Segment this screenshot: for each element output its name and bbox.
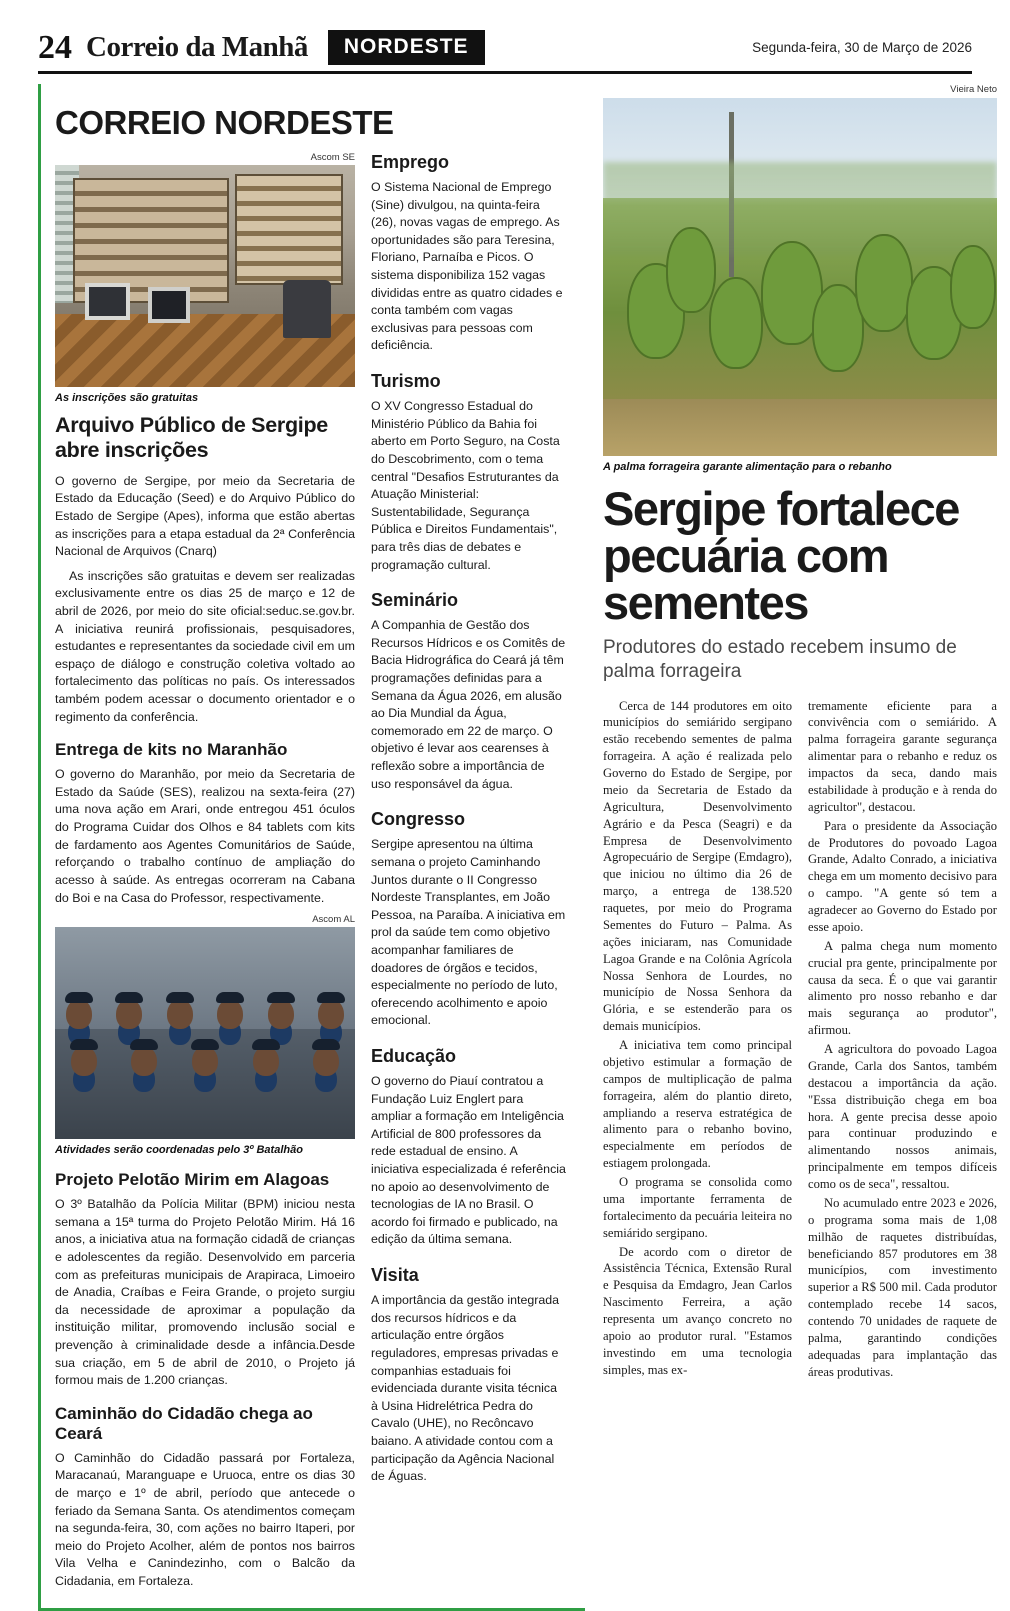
article1-paragraph-1: O governo de Sergipe, por meio da Secretaria de Estado da Educação (Seed) e do Arquivo Público do Estado de Sergipe (Apes), informa que estão abertas as inscrições para a etapa estadual da 2ª Conferência Nacional de Arquivos (Cnarq) <box>55 473 355 559</box>
brief-text: Sergipe apresentou na última semana o projeto Caminhando Juntos durante o II Congresso Nordeste Transplantes, em João Pessoa, na Paraíba. A iniciativa em prol da saúde tem como objetivo acompanhar familiares de doadores de órgãos e tecidos, especialmente no período de luto, oferecendo acolhimento e apoio emocional. <box>371 837 566 1028</box>
page-number: 24 <box>38 28 72 66</box>
article2-paragraph-1: O governo do Maranhão, por meio da Secretaria de Estado da Saúde (SES), realizou na sexta-feira (27) uma nova ação em Arari, onde entregou 451 óculos do Programa Cuidar dos Olhos e 84 tablets com kits de fardamento aos Agentes Comunitários de Saúde, reforçando o trabalho contínuo de ampliação do acesso à saúde. As entregas ocorreram na Cabana do Boi e na Casa do Professor, respectivamente. <box>55 767 355 905</box>
paragraph: A agricultora do povoado Lagoa Grande, Carla dos Santos, também destacou a importância da ação. "Essa distribuição chega em boa hora. A gente precisa desse apoio para continuar produzindo e alimentando nossos animais, principalmente em tempos difíceis como os de seca", ressaltou. <box>808 1042 997 1191</box>
brief-seminario <box>371 590 567 793</box>
paragraph: O programa se consolida como uma importante ferramenta de fortalecimento da pecuária leiteira no semiárido sergipano. <box>603 1175 792 1240</box>
brief-turismo <box>371 371 567 574</box>
article3-paragraph-1: O 3º Batalhão da Polícia Militar (BPM) iniciou nesta semana a 15ª turma do Projeto Pelotão Mirim. Há 16 anos, a iniciativa atua na formação cidadã de crianças e adolescentes da região. Desenvolvido em parceria com as prefeituras municipais de Arapiraca, Limoeiro de Anadia, Craíbas e Feira Grande, o projeto surgiu da necessidade de aproximar a população da instituição militar, promovendo inclusão social e prevenção à criminalidade desde a infância.Desde sua criação, em 5 de abril de 2010, o Projeto já formou mais de 1.200 crianças. <box>55 1197 355 1388</box>
paragraph: Para o presidente da Associação de Produtores do povoado Lagoa Grande, Adalto Conrado, a iniciativa chega em um momento decisivo para o campo. "A gente só tem a agradecer ao Governo do Estado por esse apoio. <box>808 818 997 934</box>
left-column-a <box>55 152 355 1598</box>
photo-caption-2: Atividades serão coordenadas pelo 3º Batalhão <box>55 1144 303 1157</box>
paragraph: Cerca de 144 produtores em oito municípios do semiárido sergipano estão recebendo sementes de palma forrageira. A ação é realizada pelo Governo do Estado de Sergipe, por meio da Secretaria de Estado da Agricultura, Desenvolvimento Agrário e da Pesca (Seagri) e da Empresa de Desenvolvimento Agropecuário de Sergipe (Emdagro), que iniciou no último dia 26 de março, a entrega de 138.520 raquetes, por meio do Programa Sementes do Futuro – Palma. As ações iniciaram, nas Comunidade Lagoa Grande e na Colônia Agrícola Nossa Senhora de Lourdes, no município de Nossa Senhora da Glória, e se estenderão para os demais municípios. <box>603 698 792 1034</box>
photo-palma-forrageira <box>603 98 997 456</box>
paragraph: A iniciativa tem como principal objetivo estimular a formação de campos de multiplicação de palma forrageira, além do plantio direto, ampliando a reserva estratégica de alimento para o rebanho bovino, especialmente em períodos de estiagem prolongada. <box>603 1038 792 1171</box>
photo-credit-main: Vieira Neto <box>950 84 997 95</box>
brief-congresso <box>371 809 567 1030</box>
brief-text: O XV Congresso Estadual do Ministério Público da Bahia foi aberto em Porto Seguro, na Costa do Descobrimento, com o tema central "Desafios Estruturantes da Atuação Ministerial: Sustentabilidade, Segurança Pública e Direitos Fundamentais", para três dias de debates e programação cultural. <box>371 399 560 572</box>
photo-pelotao-mirim <box>55 927 355 1139</box>
right-section <box>585 84 997 1611</box>
paper-name: Correio da Manhã <box>86 31 308 63</box>
brief-visita <box>371 1265 567 1486</box>
brief-title: Turismo <box>371 371 441 392</box>
masthead <box>38 0 972 74</box>
article1-paragraph-2: As inscrições são gratuitas e devem ser realizadas exclusivamente entre os dias 25 de março e 12 de abril de 2026, por meio do site oficial:seduc.se.gov.br. A iniciativa reunirá profissionais, pesquisadores, estudantes e representantes da sociedade civil em um espaço de diálogo e construção coletiva voltado ao fortalecimento das políticas no país. Os interessados também podem acessar o documento orientador e o regimento da conferência. <box>55 568 355 724</box>
photo-credit-2: Ascom AL <box>312 914 355 926</box>
brief-title: Congresso <box>371 809 466 830</box>
paragraph: De acordo com o diretor de Assistência Técnica, Extensão Rural e Pesquisa da Emdagro, Jean Carlos Nascimento Ferreira, a ação representa um avanço concreto no apoio ao produtor rural. "Estamos investindo em uma tecnologia simples, mas ex- <box>603 1244 792 1377</box>
main-article-body <box>603 698 997 1383</box>
brief-title: Visita <box>371 1265 419 1286</box>
main-article-column-2 <box>808 698 997 1383</box>
left-section-title: CORREIO NORDESTE <box>55 104 394 141</box>
headline-caminhao-cidadao: Caminhão do Cidadão chega ao Ceará <box>55 1403 313 1443</box>
brief-text: A importância da gestão integrada dos recursos hídricos e da articulação entre órgãos reguladores, empresas privadas e companhias estaduais foi evidenciada durante visita técnica à Usina Hidrelétrica Pedra do Cavalo (UHE), no Recôncavo baiano. A atividade contou com a participação da Agência Nacional de Águas. <box>371 1293 560 1484</box>
left-column-b-briefs <box>371 152 567 1598</box>
brief-title: Seminário <box>371 590 459 611</box>
main-deck: Produtores do estado recebem insumo de palma forrageira <box>603 637 957 682</box>
headline-entrega-kits: Entrega de kits no Maranhão <box>55 740 288 760</box>
brief-emprego <box>371 152 567 355</box>
paragraph: tremamente eficiente para a convivência com o semiárido. A palma forrageira garante segurança alimentar para o rebanho e reduz os impactos da seca, dando mais estabilidade à produção e à renda do agricultor", destacou. <box>808 698 997 814</box>
article4-paragraph-1: O Caminhão do Cidadão passará por Fortaleza, Maracanaú, Maranguape e Uruoca, entre os dias 30 de março e 1º de abril, período que antecede o feriado da Semana Santa. Os atendimentos começam na segunda-feira, 30, com ações no bairro Itaperi, por meio do Projeto Acolher, além de pontos nos bairros Vila Velha e Canindezinho, com o Balcão da Cidadania, em Fortaleza. <box>55 1450 355 1589</box>
main-headline: Sergipe fortalece pecuária com sementes <box>603 482 959 629</box>
brief-title: Educação <box>371 1045 457 1066</box>
photo-credit-1: Ascom SE <box>310 152 355 163</box>
issue-date: Segunda-feira, 30 de Março de 2026 <box>752 40 972 55</box>
left-section <box>38 84 585 1611</box>
headline-arquivo-publico: Arquivo Público de Sergipe abre inscrições <box>55 413 328 463</box>
photo-caption-main: A palma forrageira garante alimentação para o rebanho <box>603 461 892 473</box>
brief-title: Emprego <box>371 152 450 172</box>
headline-pelotao-mirim: Projeto Pelotão Mirim em Alagoas <box>55 1170 330 1190</box>
brief-text: O Sistema Nacional de Emprego (Sine) divulgou, na quinta-feira (26), novas vagas de emprego. As oportunidades são para Teresina, Floriano, Parnaíba e Picos. O sistema disponibiliza 152 vagas divididas entre as quatro cidades e conta também com vagas exclusivas para pessoas com deficiência. <box>371 180 563 353</box>
paragraph: A palma chega num momento crucial pra gente, principalmente por causa da seca. É o que vai garantir alimento pro nosso rebanho e dar mais segurança ao produtor", afirmou. <box>808 938 997 1038</box>
brief-educacao <box>371 1046 567 1249</box>
page-content <box>38 84 997 1611</box>
brief-text: O governo do Piauí contratou a Fundação Luiz Englert para ampliar a formação em Inteligência Artificial de 800 professores da rede estadual de ensino. A iniciativa especializada é referência no apoio ao desenvolvimento de tecnologias de IA no Brasil. O acordo foi firmado e publicado, na edição da última semana. <box>371 1073 566 1247</box>
section-tag: NORDESTE <box>328 30 485 65</box>
main-article-column-1 <box>603 698 792 1383</box>
photo-archive-office <box>55 165 355 387</box>
paragraph: No acumulado entre 2023 e 2026, o programa soma mais de 1,08 milhão de raquetes distribuídas, beneficiando 857 produtores em 38 municípios, com investimento superior a R$ 500 mil. Cada produtor contemplado recebe 14 sacos, contendo 70 unidades de raquete de palma, garantindo condições adequadas para implantação das áreas produtivas. <box>808 1195 997 1379</box>
photo-caption-1: As inscrições são gratuitas <box>55 392 199 404</box>
brief-text: A Companhia de Gestão dos Recursos Hídricos e os Comitês de Bacia Hidrográfica do Ceará já têm programações definidas para a Semana da Água 2026, em alusão ao Dia Mundial da Água, comemorado em 22 de março. O objetivo é levar aos cearenses à reflexão sobre a importância de uso responsável da água. <box>371 618 566 791</box>
